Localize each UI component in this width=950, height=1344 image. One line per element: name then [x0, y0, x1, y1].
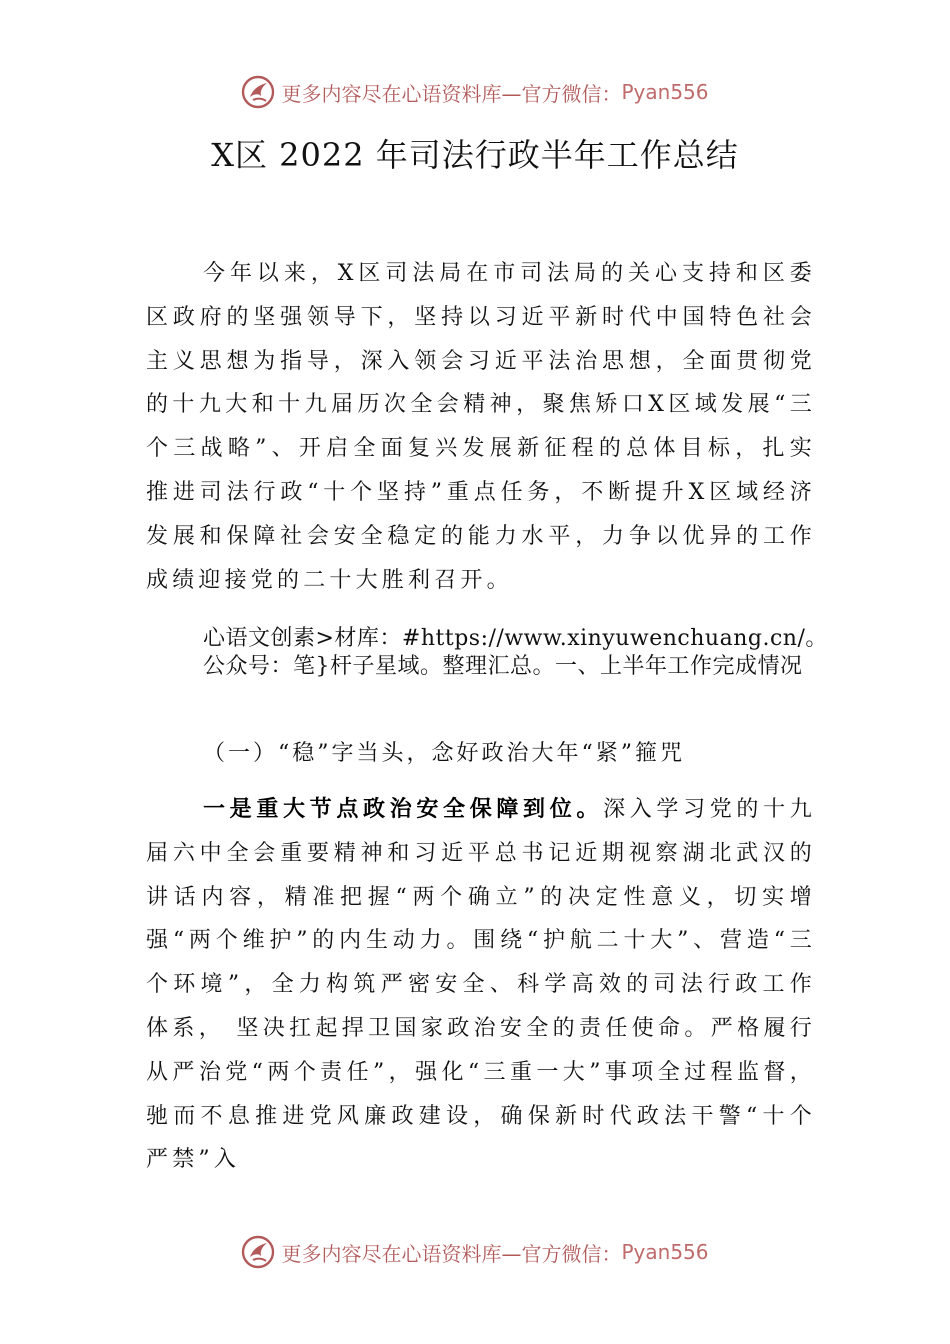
- document-title: X区 2022 年司法行政半年工作总结: [211, 136, 739, 174]
- flame-circle-logo-icon: [241, 1235, 275, 1269]
- point-one-paragraph: [146, 788, 816, 1182]
- section-heading: （一）“稳”字当头，念好政治大年“紧”箍咒: [203, 741, 685, 766]
- flame-circle-logo-icon: [241, 75, 275, 109]
- watermark-wechat-id: Pyan556: [621, 1240, 709, 1264]
- footer-watermark: [0, 1230, 950, 1274]
- header-watermark: [0, 70, 950, 114]
- source-note-paragraph: 心语文创素>材库：#https://www.xinyuwenchuang.cn/。公众号：笔}杆子星域。整理汇总。一、上半年工作完成情况: [203, 626, 828, 679]
- watermark-text: 更多内容尽在心语资料库—官方微信：: [281, 1241, 622, 1266]
- watermark-wechat-id: Pyan556: [621, 80, 709, 104]
- point-one-body: 深入学习党的十九届六中全会重要精神和习近平总书记近期视察湖北武汉的讲话内容，精准把握“两个确立”的决定性意义，切实增强“两个维护”的内生动力。围绕“护航二十大”、营造“三个环境”，全力构筑严密安全、科学高效的司法行政工作体系， 坚决扛起捍卫国家政治安全的责任使命。严格履行从严治党“两个责任”，强化“三重一大”事项全过程监督，驰而不息推进党风廉政建设，确保新时代政法干警“十个严禁”入: [146, 797, 816, 1173]
- intro-paragraph: 今年以来，X区司法局在市司法局的关心支持和区委区政府的坚强领导下，坚持以习近平新时代中国特色社会主义思想为指导，深入领会习近平法治思想，全面贯彻党的十九大和十九届历次全会精神，聚焦矫口X区域发展“三个三战略”、开启全面复兴发展新征程的总体目标，扎实推进司法行政“十个坚持”重点任务，不断提升X区域经济发展和保障社会安全稳定的能力水平，力争以优异的工作成绩迎接党的二十大胜利召开。: [146, 261, 816, 593]
- point-one-lead: 一是重大节点政治安全保障到位。: [203, 796, 604, 822]
- watermark-text: 更多内容尽在心语资料库—官方微信：: [281, 81, 622, 106]
